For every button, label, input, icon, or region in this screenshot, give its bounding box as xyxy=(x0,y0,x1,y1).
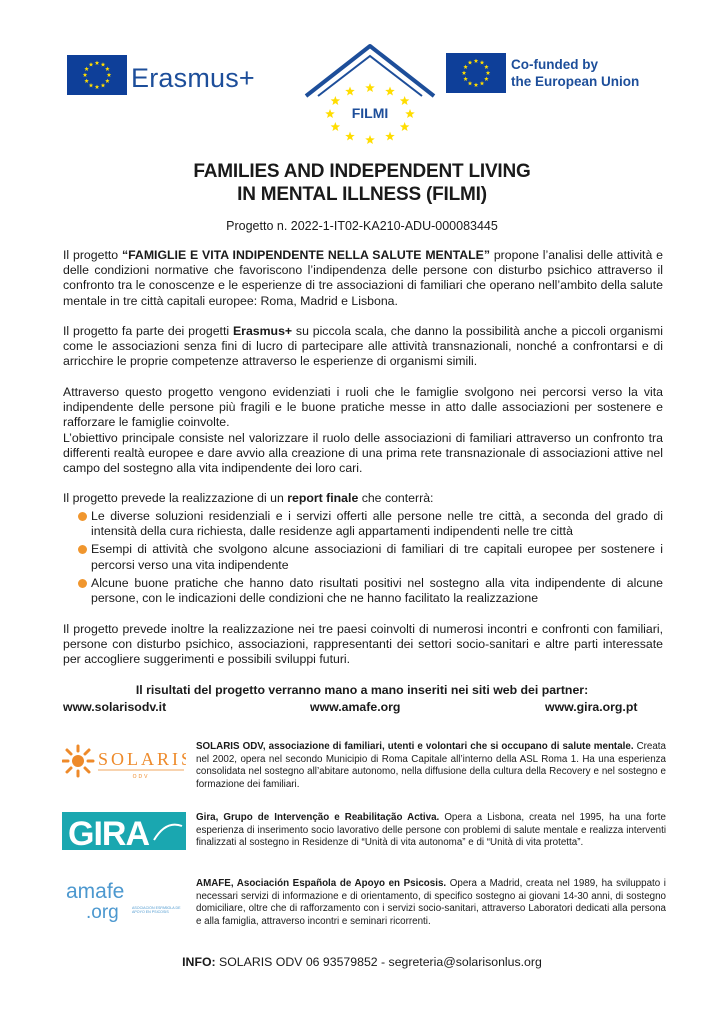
eu-star-icon xyxy=(486,71,491,75)
bullet-text: Le diverse soluzioni residenziali e i servizi offerti alle persone nelle tre città, a seconda del grado di intensità della cura richiesta, dalle residenze agli appartamenti indipendenti nelle tre città xyxy=(91,509,663,539)
filmi-star-icon xyxy=(365,83,375,92)
filmi-star-icon xyxy=(331,122,341,131)
title-line1: FAMILIES AND INDEPENDENT LIVING xyxy=(193,161,531,182)
filmi-star-icon xyxy=(385,132,395,141)
eu-flag-icon xyxy=(446,53,506,93)
eu-star-icon xyxy=(83,73,88,77)
bullet-dot-icon xyxy=(78,545,87,554)
eu-star-icon xyxy=(95,85,100,89)
cofunded-line2: the European Union xyxy=(511,74,640,89)
title-line2: IN MENTAL ILLNESS (FILMI) xyxy=(237,184,487,205)
bullet-text: Alcune buone pratiche che hanno dato risultati positivi nel sostegno alla vita indipendente di alcune persone, con le indicazioni delle condizioni che ne hanno facilitato la realizzazione xyxy=(91,575,663,606)
amafe-logo-sub: ASOCIACIÓN ESPAÑOLA DE APOYO EN PSICOSIS xyxy=(132,906,181,915)
erasmus-logo-text: Erasmus+ xyxy=(131,63,255,93)
cofunded-line1: Co-funded by xyxy=(511,57,598,72)
p5-rest: che conterrà: xyxy=(358,491,434,505)
filmi-star-icon xyxy=(331,96,341,105)
eu-star-icon xyxy=(101,83,106,87)
filmi-star-icon xyxy=(400,122,410,131)
link-solaris[interactable]: www.solarisodv.it xyxy=(63,700,167,714)
link-gira[interactable]: www.gira.org.pt xyxy=(545,700,638,714)
bullet-text: Esempi di attività che svolgono alcune associazioni di familiari di tre capitali europee per sostenere i percorsi verso una vita indipendente xyxy=(91,542,663,572)
amafe-name: AMAFE, Asociación Española de Apoyo en Psicosis. xyxy=(196,878,447,889)
eu-star-icon xyxy=(468,81,473,85)
gira-name: Gira, Grupo de Intervenção e Reabilitação Activa. xyxy=(196,812,440,823)
eu-star-icon xyxy=(89,83,94,87)
gira-rest: Opera a Lisbona, creata nel 1995, ha una forte esperienza di inserimento socio lavorativo delle persone con problemi di salute mentale e realizza interventi finalizzati al sostegno in Residenze di “Unità di vita autonoma” e di “Unità di vita protetta”. xyxy=(196,812,666,849)
paragraph-report xyxy=(63,491,663,506)
solaris-logo-text: SOLARIS xyxy=(98,749,186,769)
filmi-star-icon xyxy=(325,109,335,118)
gira-swoosh-icon xyxy=(154,825,182,840)
paragraph-meetings: Il progetto prevede inoltre la realizzazione nei tre paesi coinvolti di numerosi incontri e confronti con familiari, persone con disturbo psichico, associazioni, rappresentanti dei settori socio-sanitari e altre parti interessate per accogliere suggerimenti e possibili sviluppi futuri. xyxy=(63,622,663,667)
solaris-name: SOLARIS ODV, associazione di familiari, utenti e volontari che si occupano di salute mentale. xyxy=(196,741,634,752)
amafe-logo-text: amafe xyxy=(66,880,125,903)
solaris-logo xyxy=(62,741,186,781)
solaris-sun-icon xyxy=(63,746,93,776)
filmi-star-icon xyxy=(385,86,395,95)
eu-star-icon xyxy=(84,79,89,83)
filmi-star-icon xyxy=(345,132,355,141)
info-text: SOLARIS ODV 06 93579852 - segreteria@solarisonlus.org xyxy=(215,955,542,969)
eu-star-icon xyxy=(463,65,468,69)
eu-star-icon xyxy=(105,79,110,83)
filmi-star-icon xyxy=(345,86,355,95)
p2-prefix: Il progetto fa parte dei progetti xyxy=(63,324,233,338)
partner-amafe-description xyxy=(196,878,666,928)
eu-star-icon xyxy=(480,60,485,64)
filmi-logo xyxy=(300,38,440,146)
project-code: Progetto n. 2022-1-IT02-KA210-ADU-000083445 xyxy=(226,219,498,233)
filmi-logo-label: FILMI xyxy=(351,105,389,121)
eu-star-icon xyxy=(101,62,106,66)
amafe-logo xyxy=(62,878,186,922)
eu-star-icon xyxy=(484,77,489,81)
paragraph-objective: L’obiettivo principale consiste nel valorizzare il ruolo delle associazioni di familiari attraverso un confronto tra differenti realtà europee e dare avvio alla creazione di una prima rete transnazionale di associazioni attive nel campo del sostegno alla vita indipendente dei loro cari. xyxy=(63,431,663,476)
eu-stars-icon xyxy=(446,53,506,93)
amafe-rest: Opera a Madrid, creata nel 1989, ha sviluppato i necessari servizi di informazione e di orientamento, di specifico sostegno ai giovani 14-30 anni, di sostegno domiciliare, oltre che di rafforzamento con i servizi socio-sanitari, attraverso Laboratori dedicati alla persona e alla famiglia, attraverso incontri e seminari ricorrenti. xyxy=(196,878,666,927)
eu-star-icon xyxy=(84,67,89,71)
p5-prefix: Il progetto prevede la realizzazione di un xyxy=(63,491,288,505)
filmi-star-icon xyxy=(405,109,415,118)
report-bullet-list xyxy=(78,509,663,609)
p1-rest: propone l’analisi delle attività e delle condizioni normative che favoriscono l’indipendenza delle persone con disturbo psichico attraverso il confronto tra le conoscenze e le esperienze di tre associazioni di familiari che operano nell’ambito della salute mentale in tre città capitali europee: Roma, Madrid e Lisbona. xyxy=(63,248,663,308)
contact-info xyxy=(0,955,724,969)
filmi-star-icon xyxy=(400,96,410,105)
p5-bold: report finale xyxy=(287,491,359,505)
bullet-dot-icon xyxy=(78,579,87,588)
bullet-dot-icon xyxy=(78,512,87,521)
list-item xyxy=(78,509,663,539)
eu-star-icon xyxy=(107,73,112,77)
eu-star-icon xyxy=(474,59,479,63)
partner-solaris-description xyxy=(196,741,666,791)
cofunded-label xyxy=(511,56,681,90)
gira-logo xyxy=(62,812,186,850)
eu-star-icon xyxy=(468,60,473,64)
results-heading: Il risultati del progetto verranno mano a mano inseriti nei siti web dei partner: xyxy=(135,683,589,697)
p2-bold: Erasmus+ xyxy=(232,324,293,338)
filmi-star-icon xyxy=(365,135,375,144)
gira-logo-text: GIRA xyxy=(68,815,149,850)
info-label: INFO: xyxy=(182,955,216,969)
paragraph-erasmus xyxy=(63,324,663,370)
eu-stars-icon xyxy=(67,55,127,95)
paragraph-roles: Attraverso questo progetto vengono evidenziati i ruoli che le famiglie svolgono nei percorsi verso la vita indipendente delle persone più fragili e le buone pratiche messe in atto dalle associazioni per sostenere e rafforzare le famiglie coinvolte. xyxy=(63,385,663,430)
eu-star-icon xyxy=(95,61,100,65)
list-item xyxy=(78,576,663,606)
partner-gira-description xyxy=(196,812,666,850)
p1-bold: “FAMIGLIE E VITA INDIPENDENTE NELLA SALUTE MENTALE” xyxy=(121,248,490,262)
eu-star-icon xyxy=(105,67,110,71)
eu-star-icon xyxy=(480,81,485,85)
solaris-rest: Creata nel 2002, opera nel secondo Municipio di Roma Capitale all’interno della ASL Roma 1. Ha una esperienza consolidata nel sostegno all’abitare autonomo, nella diffusione della cultura della Recovery e nel sostegno e formazione dei familiari. xyxy=(196,741,666,790)
paragraph-intro xyxy=(63,248,663,309)
p2-rest: su piccola scala, che danno la possibilità anche a piccoli organismi come le associazioni senza fini di lucro di partecipare alle attività transnazionali, nonché a confrontarsi e di arricchire le proprie competenze attraverso le esperienze di organismi simili. xyxy=(63,324,663,369)
eu-star-icon xyxy=(463,77,468,81)
amafe-logo-suffix: .org xyxy=(86,902,119,922)
link-amafe[interactable]: www.amafe.org xyxy=(310,700,401,714)
page-title xyxy=(0,160,724,206)
p1-prefix: Il progetto xyxy=(63,248,122,262)
eu-star-icon xyxy=(484,65,489,69)
list-item xyxy=(78,542,663,572)
eu-star-icon xyxy=(474,83,479,87)
eu-flag-icon xyxy=(67,55,127,95)
eu-star-icon xyxy=(462,71,467,75)
solaris-logo-sub: ODV xyxy=(132,774,150,780)
eu-star-icon xyxy=(89,62,94,66)
